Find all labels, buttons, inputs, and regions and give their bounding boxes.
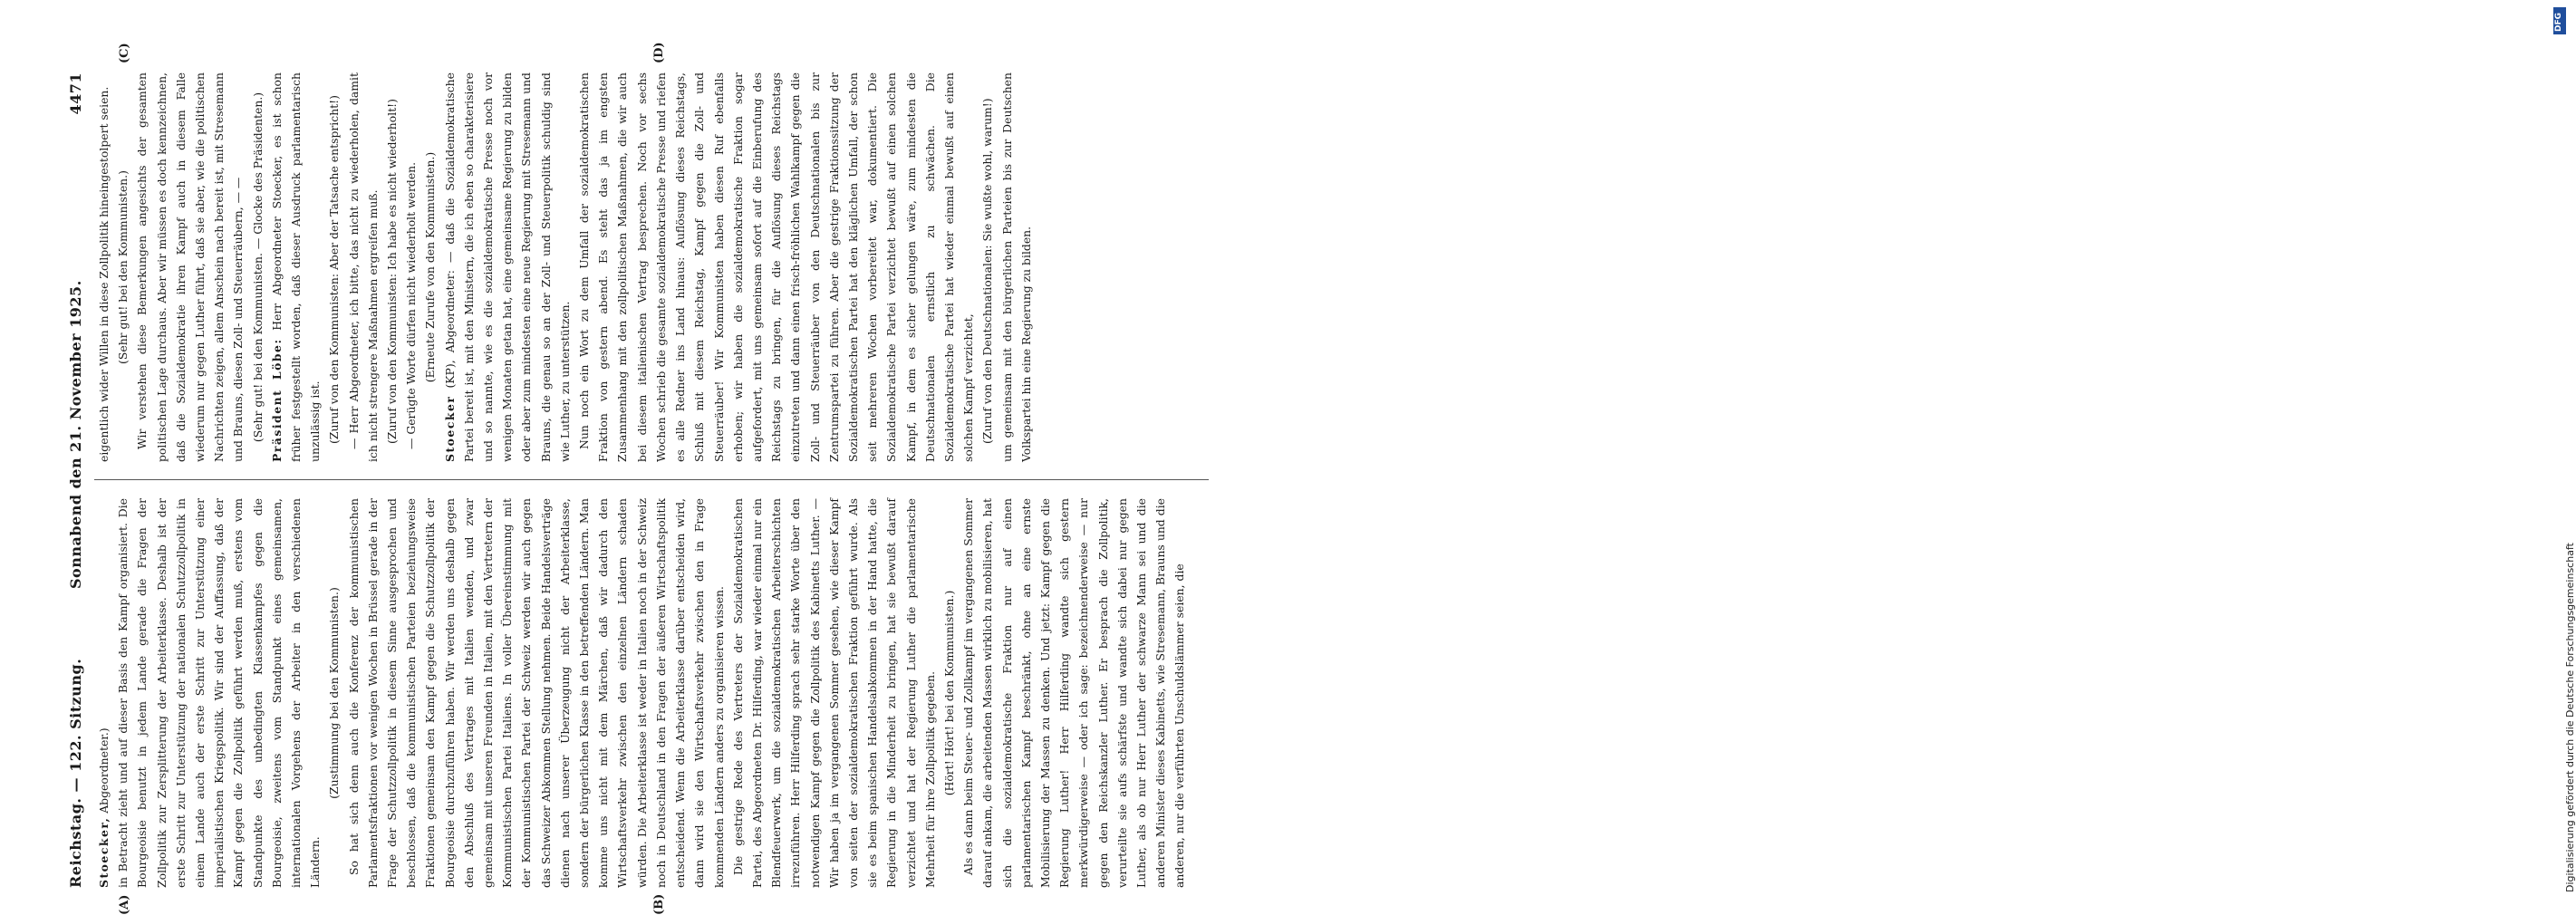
paragraph-text: Die gestrige Rede des Vertreters der Sozialdemokratischen Partei, des Abgeordneten Dr. Hilferding, war wieder einmal nur ein Blendfeuerwerk, um die sozialdemokratischen Arbeiterschichten irrezuführen. Herr Hilferding sprach sehr starke Worte über den notwendigen Kampf gegen die Zollpolitik des Kabinetts Luther. — Wir haben ja im vergangenen Sommer gesehen, wie dieser Kampf von seiten der sozialdemokratischen Fraktion geführt wurde. Als sie es beim spanischen Handelsabkommen in der Hand hatte, die Regierung in die Minderheit zu bringen, hat sie bewußt darauf verzichtet und hat der Regierung Luther die parlamentarische Mehrheit für ihre Zollpolitik gegeben. — [730, 498, 937, 888]
page-number: 4471 — [67, 72, 84, 115]
paragraph-text: (Zuruf von den Kommunisten: Ich habe es nicht wiederholt!) — [385, 99, 400, 444]
paragraph-text: (KP), Abgeordneter: — daß die Sozialdemokratische Partei bereit ist, mit den Ministern, die ich eben so charakterisiere und so nannte, wie es die sozialdemokratische Presse noch vor wenigen Monaten getan hat, eine gemeinsame Regierung zu bilden oder aber zum mindesten eine neue Regierung mit Stresemann und Brauns, die genau so an der Zoll- und Steuerpolitik schuldig sind wie Luther, zu unterstützen. — [442, 72, 572, 462]
paragraph — [382, 72, 401, 462]
paragraph-text: (Zuruf von den Kommunisten: Aber der Tatsache entspricht!) — [327, 95, 342, 444]
margin-marker-b: (B) — [652, 893, 666, 915]
paragraph-text: (Zustimmung bei den Kommunisten.) — [327, 587, 342, 799]
speaker-name: Stoecker — [442, 395, 457, 462]
paragraph — [94, 498, 113, 888]
paragraph — [132, 72, 247, 462]
paragraph — [420, 72, 439, 462]
paragraph — [113, 498, 324, 888]
paragraph-text: (Erneute Zurufe von den Kommunisten.) — [423, 151, 438, 383]
digitization-sidebar — [1269, 0, 2576, 906]
paragraph-text: (Hört! Hört! bei den Kommunisten.) — [941, 590, 956, 796]
header-left: Reichstag. — 122. Sitzung. — [67, 658, 84, 888]
paragraph — [998, 72, 1036, 462]
paragraph — [959, 498, 1189, 888]
paragraph-text: Herr Abgeordneter Stoecker, es ist schon früher festgestellt worden, daß dieser Ausdruck parlamentarisch unzulässig ist. — [269, 72, 323, 462]
right-column — [94, 72, 1209, 462]
paragraph — [267, 72, 325, 462]
column-divider — [94, 479, 1209, 480]
paragraph-text: Als es dann beim Steuer- und Zollkampf im vergangenen Sommer darauf ankam, die arbeitenden Massen wirklich zu mobilisieren, hat sich die sozialdemokratische Fraktion nur auf einen parlamentarischen Kampf beschränkt, ohne an eine ernste Mobilisierung der Massen zu denken. Und jetzt: Kampf gegen die Regierung Luther! Herr Hilferding wandte sich gestern merkwürdigerweise — oder ich sage: bezeichnenderweise — nur gegen den Reichskanzler Luther. Er besprach die Zollpolitik, verurteilte sie aufs schärfste und wandte sich dabei nur gegen Luther, als ob nur Herr Luther der schwarze Mann sei und die anderen Minister dieses Kabinetts, wie Stresemann, Brauns und die anderen, nur die verführten Unschuldslämmer seien, die — [961, 498, 1187, 888]
paragraph-text: — Herr Abgeordneter, ich bitte, das nicht zu wiederholen, damit ich nicht strengere Maßnahmen ergreifen muß. — [346, 72, 380, 462]
paragraph-text: um gemeinsam mit den bürgerlichen Parteien bis zur Deutschen Volkspartei hin eine Regierung zu bilden. — [999, 72, 1033, 462]
paragraph — [440, 72, 574, 462]
paragraph — [324, 498, 343, 888]
paragraph — [324, 72, 343, 462]
rotated-page — [63, 42, 1214, 915]
paragraph — [940, 498, 959, 888]
paragraph-text: Wir verstehen diese Bemerkungen angesichts der gesamten politischen Lage durchaus. Aber wir müssen es doch kennzeichnen, daß die Sozialdemokratie ihren Kampf auch in diesem Falle wiederum nur gegen Luther führt, daß sie aber, wie die politischen Nachrichten zeigen, allem Anschein nach bereit ist, mit Stresemann und Brauns, diesen Zoll- und Steuerräubern, — — — [135, 72, 246, 462]
paragraph — [248, 72, 267, 462]
margin-marker-d: (D) — [652, 42, 666, 63]
paragraph-text: in Betracht zieht und auf dieser Basis den Kampf organisiert. Die Bourgeoisie benutzt in jedem Lande gerade die Fragen der Zollpolitik zur Zersplitterung der Arbeiterklasse. Deshalb ist der erste Schritt zur Unterstützung der nationalen Schutzzollpolitik in einem Lande auch der erste Schritt zur Unterstützung einer imperialistischen Kriegspolitik. Wir sind der Auffassung, daß der Kampf gegen die Zollpolitik geführt werden muß, erstens vom Standpunkte des unbedingten Klassenkampfes gegen die Bourgeoisie, zweitens vom Standpunkt eines gemeinsamen, internationalen Vorgehens der Arbeiter in den verschiedenen Ländern. — [116, 498, 323, 888]
paragraph-text: (Zuruf von den Deutschnationalen: Sie wußte wohl, warum!) — [980, 98, 995, 444]
digitization-credit: Digitalisierung gefördert durch die Deutsche Forschungsgemeinschaft — [2564, 543, 2576, 892]
header-date: Sonnabend den 21. November 1925. — [67, 280, 84, 589]
left-column — [94, 498, 1209, 888]
paragraph-text: (Sehr gut! bei den Kommunisten. — Glocke des Präsidenten.) — [250, 92, 265, 443]
paragraph — [574, 72, 978, 462]
speaker-name: Präsident Löbe: — [269, 338, 284, 462]
paragraph — [401, 72, 420, 462]
paragraph-text: Nun noch ein Wort zu dem Umfall der sozialdemokratischen Fraktion von gestern abend. Es steht das ja im engsten Zusammenhang mit den zollpolitischen Maßnahmen, die wir auch bei diesem italienischen Vertrag besprechen. Noch vor sechs Wochen schrieb die gesamte sozialdemokratische Presse und riefen es alle Redner ins Land hinaus: Auflösung dieses Reichstags, Schluß mit diesem Reichstag, Kampf gegen die Zoll- und Steuerräuber! Wir Kommunisten haben diesen Ruf ebenfalls erhoben; wir haben die sozialdemokratische Fraktion sogar aufgefordert, mit uns gemeinsam sofort auf die Einberufung des Reichstags zu bringen, für die Auflösung dieses Reichstags einzutreten und dann einen frisch-fröhlichen Wahlkampf gegen die Zoll- und Steuerräuber von den Deutschnationalen bis zur Zentrumspartei zu führen. Aber die gestrige Fraktionssitzung der Sozialdemokratischen Partei hat den kläglichen Umfall, der schon seit mehreren Wochen vorbereitet war, dokumentiert. Die Sozialdemokratische Partei verzichtet bewußt auf einen solchen Kampf, in dem es sicher gelungen wäre, zum mindesten die Deutschnationalen ernstlich zu schwächen. Die Sozialdemokratische Partei hat wieder einmal bewußt auf einen solchen Kampf verzichtet, — [577, 72, 976, 462]
paragraph-text: — Gerügte Worte dürfen nicht wiederholt werden. — [404, 161, 419, 449]
paragraph — [94, 72, 113, 462]
paragraph — [113, 72, 132, 462]
speaker-name: Stoecker, — [97, 816, 111, 888]
page-header — [63, 72, 91, 888]
paragraph — [344, 498, 728, 888]
paragraph-text: Abgeordneter.) — [97, 727, 111, 817]
paragraph — [344, 72, 382, 462]
dfg-logo-icon: DFG — [2553, 7, 2566, 34]
paragraph — [978, 72, 997, 462]
margin-marker-a: (A) — [118, 894, 131, 915]
paragraph-text: (Sehr gut! bei den Kommunisten.) — [116, 170, 130, 364]
paragraph-text: So hat sich denn auch die Konferenz der kommunistischen Parlamentsfraktionen vor wenigen Wochen in Brüssel gerade in der Frage der Schutzzollpolitik in diesem Sinne ausgesprochen und beschlossen, daß die kommunistischen Parteien beziehungsweise Fraktionen gemeinsam den Kampf gegen die Schutzzollpolitik der Bourgeoisie durchzuführen haben. Wir werden uns deshalb gegen den Abschluß des Vertrages mit Italien wenden, und zwar gemeinsam mit unseren Freunden in Italien, mit den Vertretern der Kommunistischen Partei Italiens. In voller Übereinstimmung mit der Kommunistischen Partei der Schweiz werden wir auch gegen das Schweizer Abkommen Stellung nehmen. Beide Handelsverträge dienen nach unserer Überzeugung nicht der Arbeiterklasse, sondern der bürgerlichen Klasse in den betreffenden Ländern. Man komme uns nicht mit dem Märchen, daß wir dadurch den Wirtschaftsverkehr zwischen den einzelnen Ländern schaden würden. Die Arbeiterklasse ist weder in Italien noch in der Schweiz noch in Deutschland in den Fragen der äußeren Wirtschaftspolitik entscheidend. Wenn die Arbeiterklasse darüber entscheiden wird, dann wird sie den Wirtschaftsverkehr zwischen den in Frage kommenden Ländern anders zu organisieren wissen. — [346, 498, 726, 888]
paragraph — [728, 498, 940, 888]
paragraph-text: eigentlich wider Willen in diese Zollpolitik hineingestolpert seien. — [97, 86, 111, 462]
margin-marker-c: (C) — [118, 43, 131, 63]
